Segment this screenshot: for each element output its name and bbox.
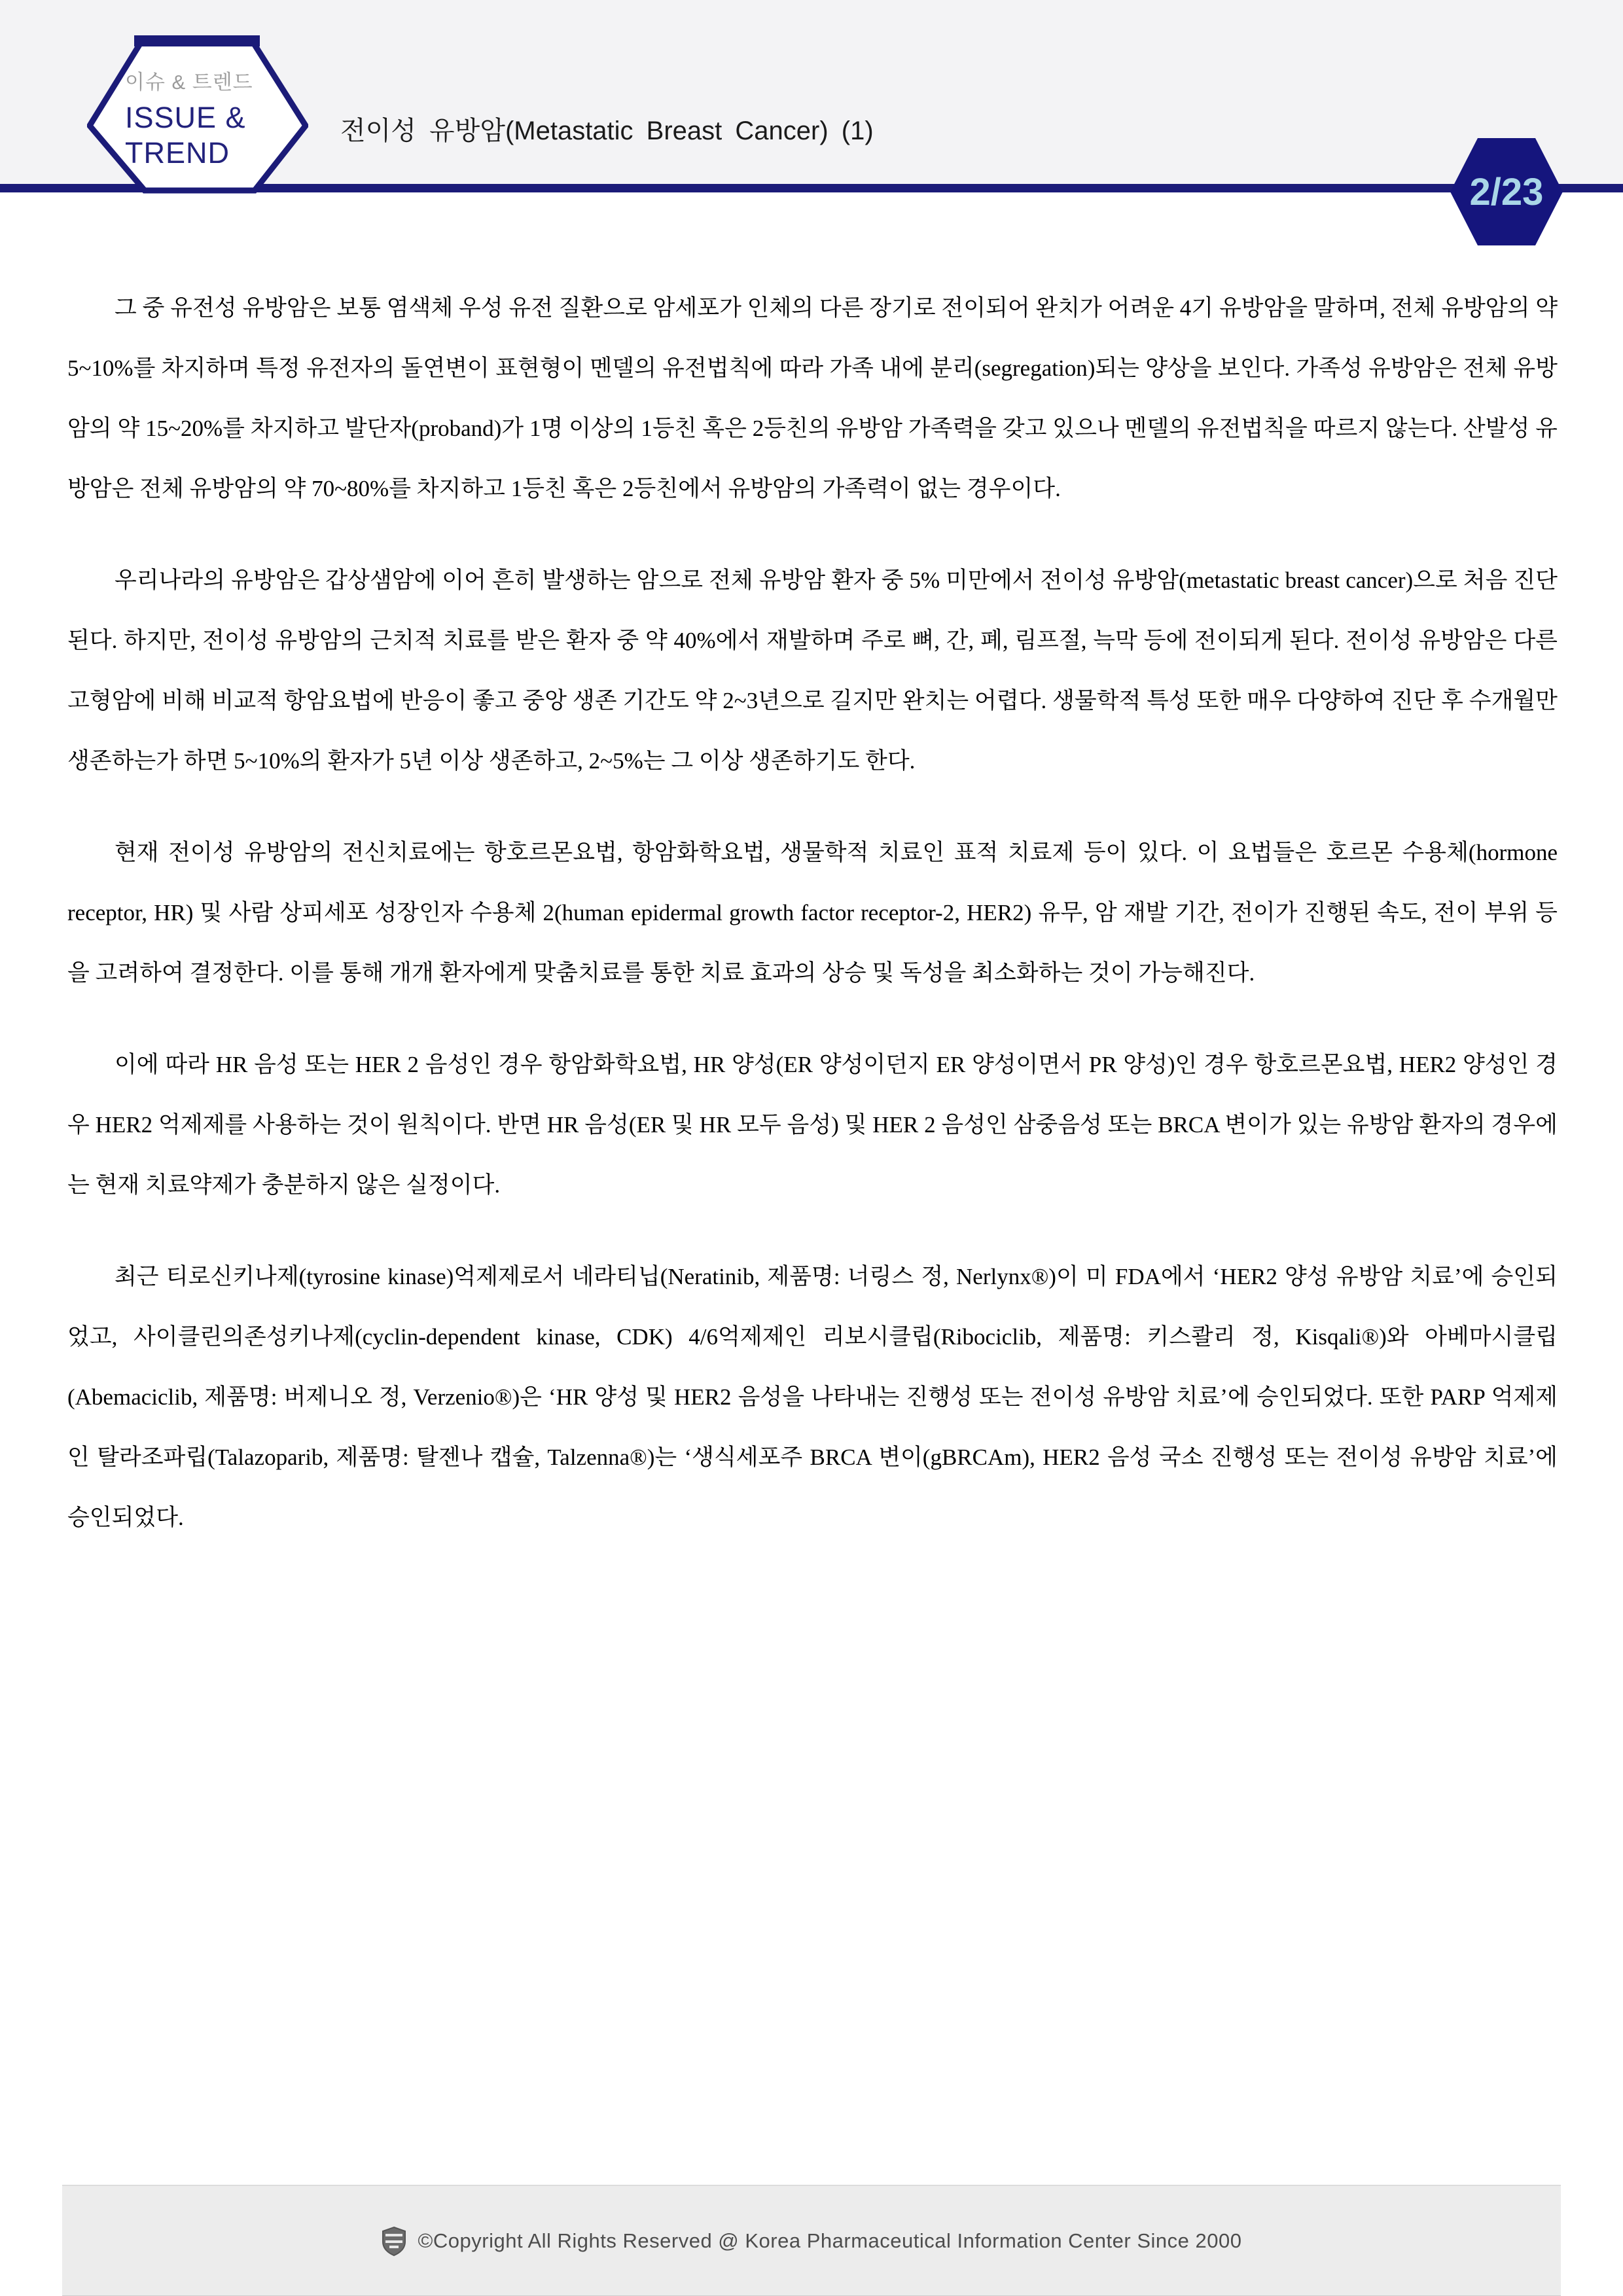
body-paragraph: 우리나라의 유방암은 갑상샘암에 이어 흔히 발생하는 암으로 전체 유방암 환자 중 5% 미만에서 전이성 유방암(metastatic breast cancer)으로 처음 진단된다. 하지만, 전이성 유방암의 근치적 치료를 받은 환자 중 약 40%에서 재발하며 주로 뼈, 간, 폐, 림프절, 늑막 등에 전이되게 된다. 전이성 유방암은 다른 고형암에 비해 비교적 항암요법에 반응이 좋고 중앙 생존 기간도 약 2~3년으로 길지만 완치는 어렵다. 생물학적 특성 또한 매우 다양하여 진단 후 수개월만 생존하는가 하면 5~10%의 환자가 5년 이상 생존하고, 2~5%는 그 이상 생존하기도 한다. (67, 567, 1558, 774)
footer (62, 2185, 1561, 2296)
logo-korean-label: 이슈 & 트렌드 (125, 71, 253, 94)
copyright-text: ©Copyright All Rights Reserved @ Korea Pharmaceutical Information Center Since 2000 (418, 2229, 1242, 2252)
page-number-badge (1450, 134, 1563, 250)
logo-english-label-line2: TREND (125, 136, 230, 170)
logo-english-label-line1: ISSUE & (125, 101, 246, 134)
document-body (67, 278, 1558, 1579)
body-paragraph: 이에 따라 HR 음성 또는 HER 2 음성인 경우 항암화학요법, HR 양성(ER 양성이던지 ER 양성이면서 PR 양성)인 경우 항호르몬요법, HER2 양성인 경우 HER2 억제제를 사용하는 것이 원칙이다. 반면 HR 음성(ER 및 HR 모두 음성) 및 HER 2 음성인 삼중음성 또는 BRCA 변이가 있는 유방암 환자의 경우에는 현재 치료약제가 충분하지 않은 실정이다. (67, 1052, 1558, 1198)
issue-trend-logo (87, 34, 308, 196)
page-number-text: 2/23 (1469, 171, 1544, 213)
body-paragraph: 현재 전이성 유방암의 전신치료에는 항호르몬요법, 항암화학요법, 생물학적 치료인 표적 치료제 등이 있다. 이 요법들은 호르몬 수용체(hormone receptor, HR) 및 사람 상피세포 성장인자 수용체 2(human epidermal growth factor receptor-2, HER2) 유무, 암 재발 기간, 전이가 진행된 속도, 전이 부위 등을 고려하여 결정한다. 이를 통해 개개 환자에게 맞춤치료를 통한 치료 효과의 상승 및 독성을 최소화하는 것이 가능해진다. (67, 840, 1558, 986)
body-paragraph: 최근 티로신키나제(tyrosine kinase)억제제로서 네라티닙(Neratinib, 제품명: 너링스 정, Nerlynx®)이 미 FDA에서 ‘HER2 양성 유방암 치료’에 승인되었고, 사이클린의존성키나제(cyclin-dependent kinase, CDK) 4/6억제제인 리보시클립(Ribociclib, 제품명: 키스콸리 정, Kisqali®)와 아베마시클립(Abemaciclib, 제품명: 버제니오 정, Verzenio®)은 ‘HR 양성 및 HER2 음성을 나타내는 진행성 또는 전이성 유방암 치료’에 승인되었다. 또한 PARP 억제제인 탈라조파립(Talazoparib, 제품명: 탈젠나 캡슐, Talzenna®)는 ‘생식세포주 BRCA 변이(gBRCAm), HER2 음성 국소 진행성 또는 전이성 유방암 치료’에 승인되었다. (67, 1264, 1558, 1530)
body-paragraph: 그 중 유전성 유방암은 보통 염색체 우성 유전 질환으로 암세포가 인체의 다른 장기로 전이되어 완치가 어려운 4기 유방암을 말하며, 전체 유방암의 약 5~10%를 차지하며 특정 유전자의 돌연변이 표현형이 멘델의 유전법칙에 따라 가족 내에 분리(segregation)되는 양상을 보인다. 가족성 유방암은 전체 유방암의 약 15~20%를 차지하고 발단자(proband)가 1명 이상의 1등친 혹은 2등친의 유방암 가족력을 갖고 있으나 멘델의 유전법칙을 따르지 않는다. 산발성 유방암은 전체 유방암의 약 70~80%를 차지하고 1등친 혹은 2등친에서 유방암의 가족력이 없는 경우이다. (67, 295, 1558, 501)
logo-text-block (125, 72, 276, 173)
page-title: 전이성 유방암(Metastatic Breast Cancer) (1) (340, 117, 874, 145)
kpic-shield-icon (382, 2226, 406, 2256)
